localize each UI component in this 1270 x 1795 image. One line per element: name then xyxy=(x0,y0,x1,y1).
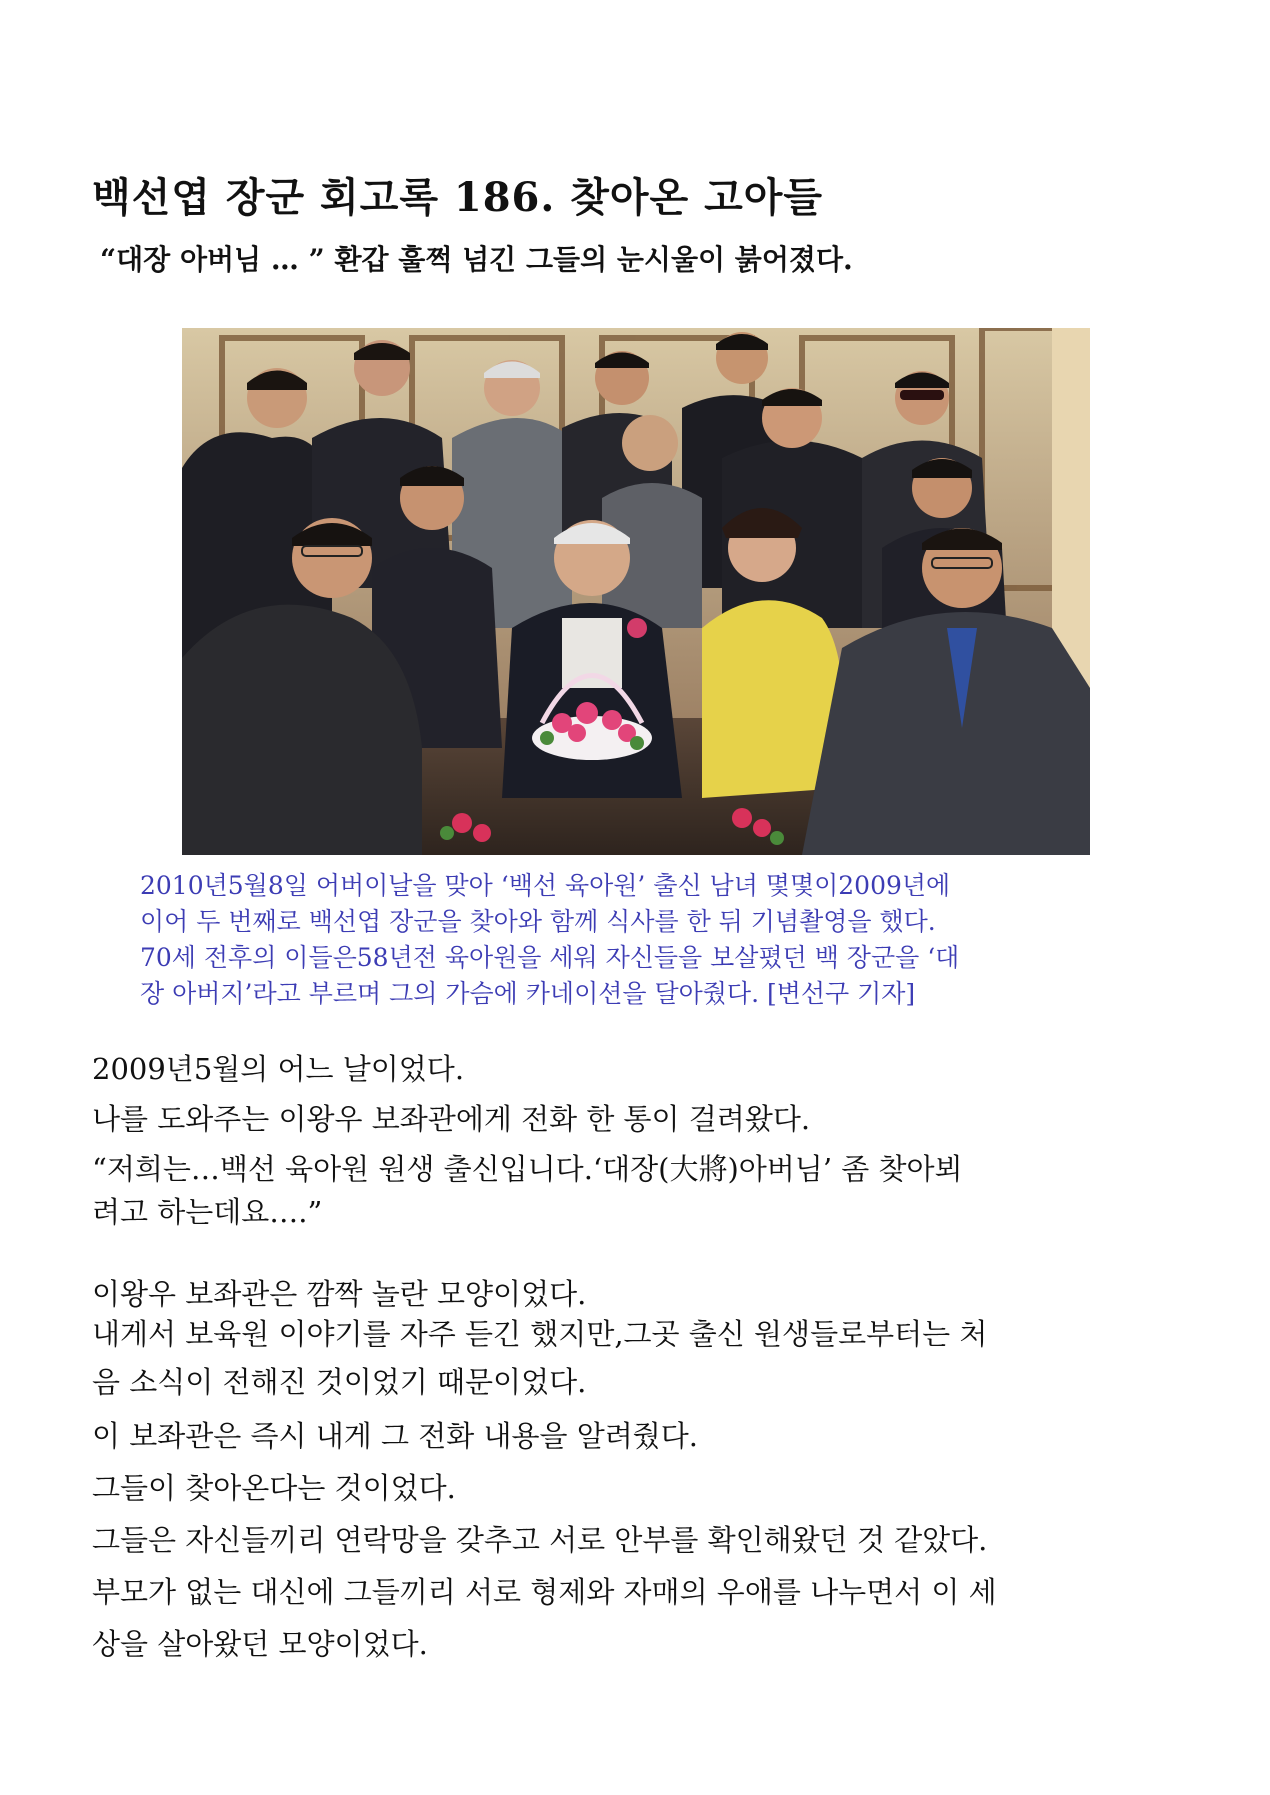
article-subtitle: “대장 아버님 … ” 환갑 훌쩍 넘긴 그들의 눈시울이 붉어졌다. xyxy=(100,243,853,276)
body-line: 내게서 보육원 이야기를 자주 듣긴 했지만,그곳 출신 원생들로부터는 처 xyxy=(92,1317,988,1351)
body-line: 상을 살아왔던 모양이었다. xyxy=(92,1627,428,1661)
body-line: 려고 하는데요….” xyxy=(92,1195,323,1229)
body-line: 나를 도와주는 이왕우 보좌관에게 전화 한 통이 걸려왔다. xyxy=(92,1102,811,1136)
body-line: 이왕우 보좌관은 깜짝 놀란 모양이었다. xyxy=(92,1277,587,1311)
body-line: 그들이 찾아온다는 것이었다. xyxy=(92,1471,456,1505)
body-line: 부모가 없는 대신에 그들끼리 서로 형제와 자매의 우애를 나누면서 이 세 xyxy=(92,1575,997,1609)
body-line: 그들은 자신들끼리 연락망을 갖추고 서로 안부를 확인해왔던 것 같았다. xyxy=(92,1523,988,1557)
group-photo xyxy=(182,328,1090,855)
group-photo-illustration xyxy=(182,328,1090,855)
photo-caption xyxy=(140,868,1140,1012)
caption-line: 2010년5월8일 어버이날을 맞아 ‘백선 육아원’ 출신 남녀 몇몇이2009년에 xyxy=(140,871,951,900)
article-body xyxy=(92,1044,1182,1670)
body-line: 음 소식이 전해진 것이었기 때문이었다. xyxy=(92,1365,587,1399)
caption-line: 70세 전후의 이들은58년전 육아원을 세워 자신들을 보살폈던 백 장군을 ‘대 xyxy=(140,943,960,972)
body-line: 이 보좌관은 즉시 내게 그 전화 내용을 알려줬다. xyxy=(92,1419,699,1453)
body-line: “저희는…백선 육아원 원생 출신입니다.‘대장(大將)아버님’ 좀 찾아뵈 xyxy=(92,1152,963,1186)
caption-line: 장 아버지’라고 부르며 그의 가슴에 카네이션을 달아줬다. [변선구 기자] xyxy=(140,979,916,1008)
article-title: 백선엽 장군 회고록 186. 찾아온 고아들 xyxy=(92,174,824,221)
body-line: 2009년5월의 어느 날이었다. xyxy=(92,1052,465,1086)
caption-line: 이어 두 번째로 백선엽 장군을 찾아와 함께 식사를 한 뒤 기념촬영을 했다. xyxy=(140,907,936,936)
